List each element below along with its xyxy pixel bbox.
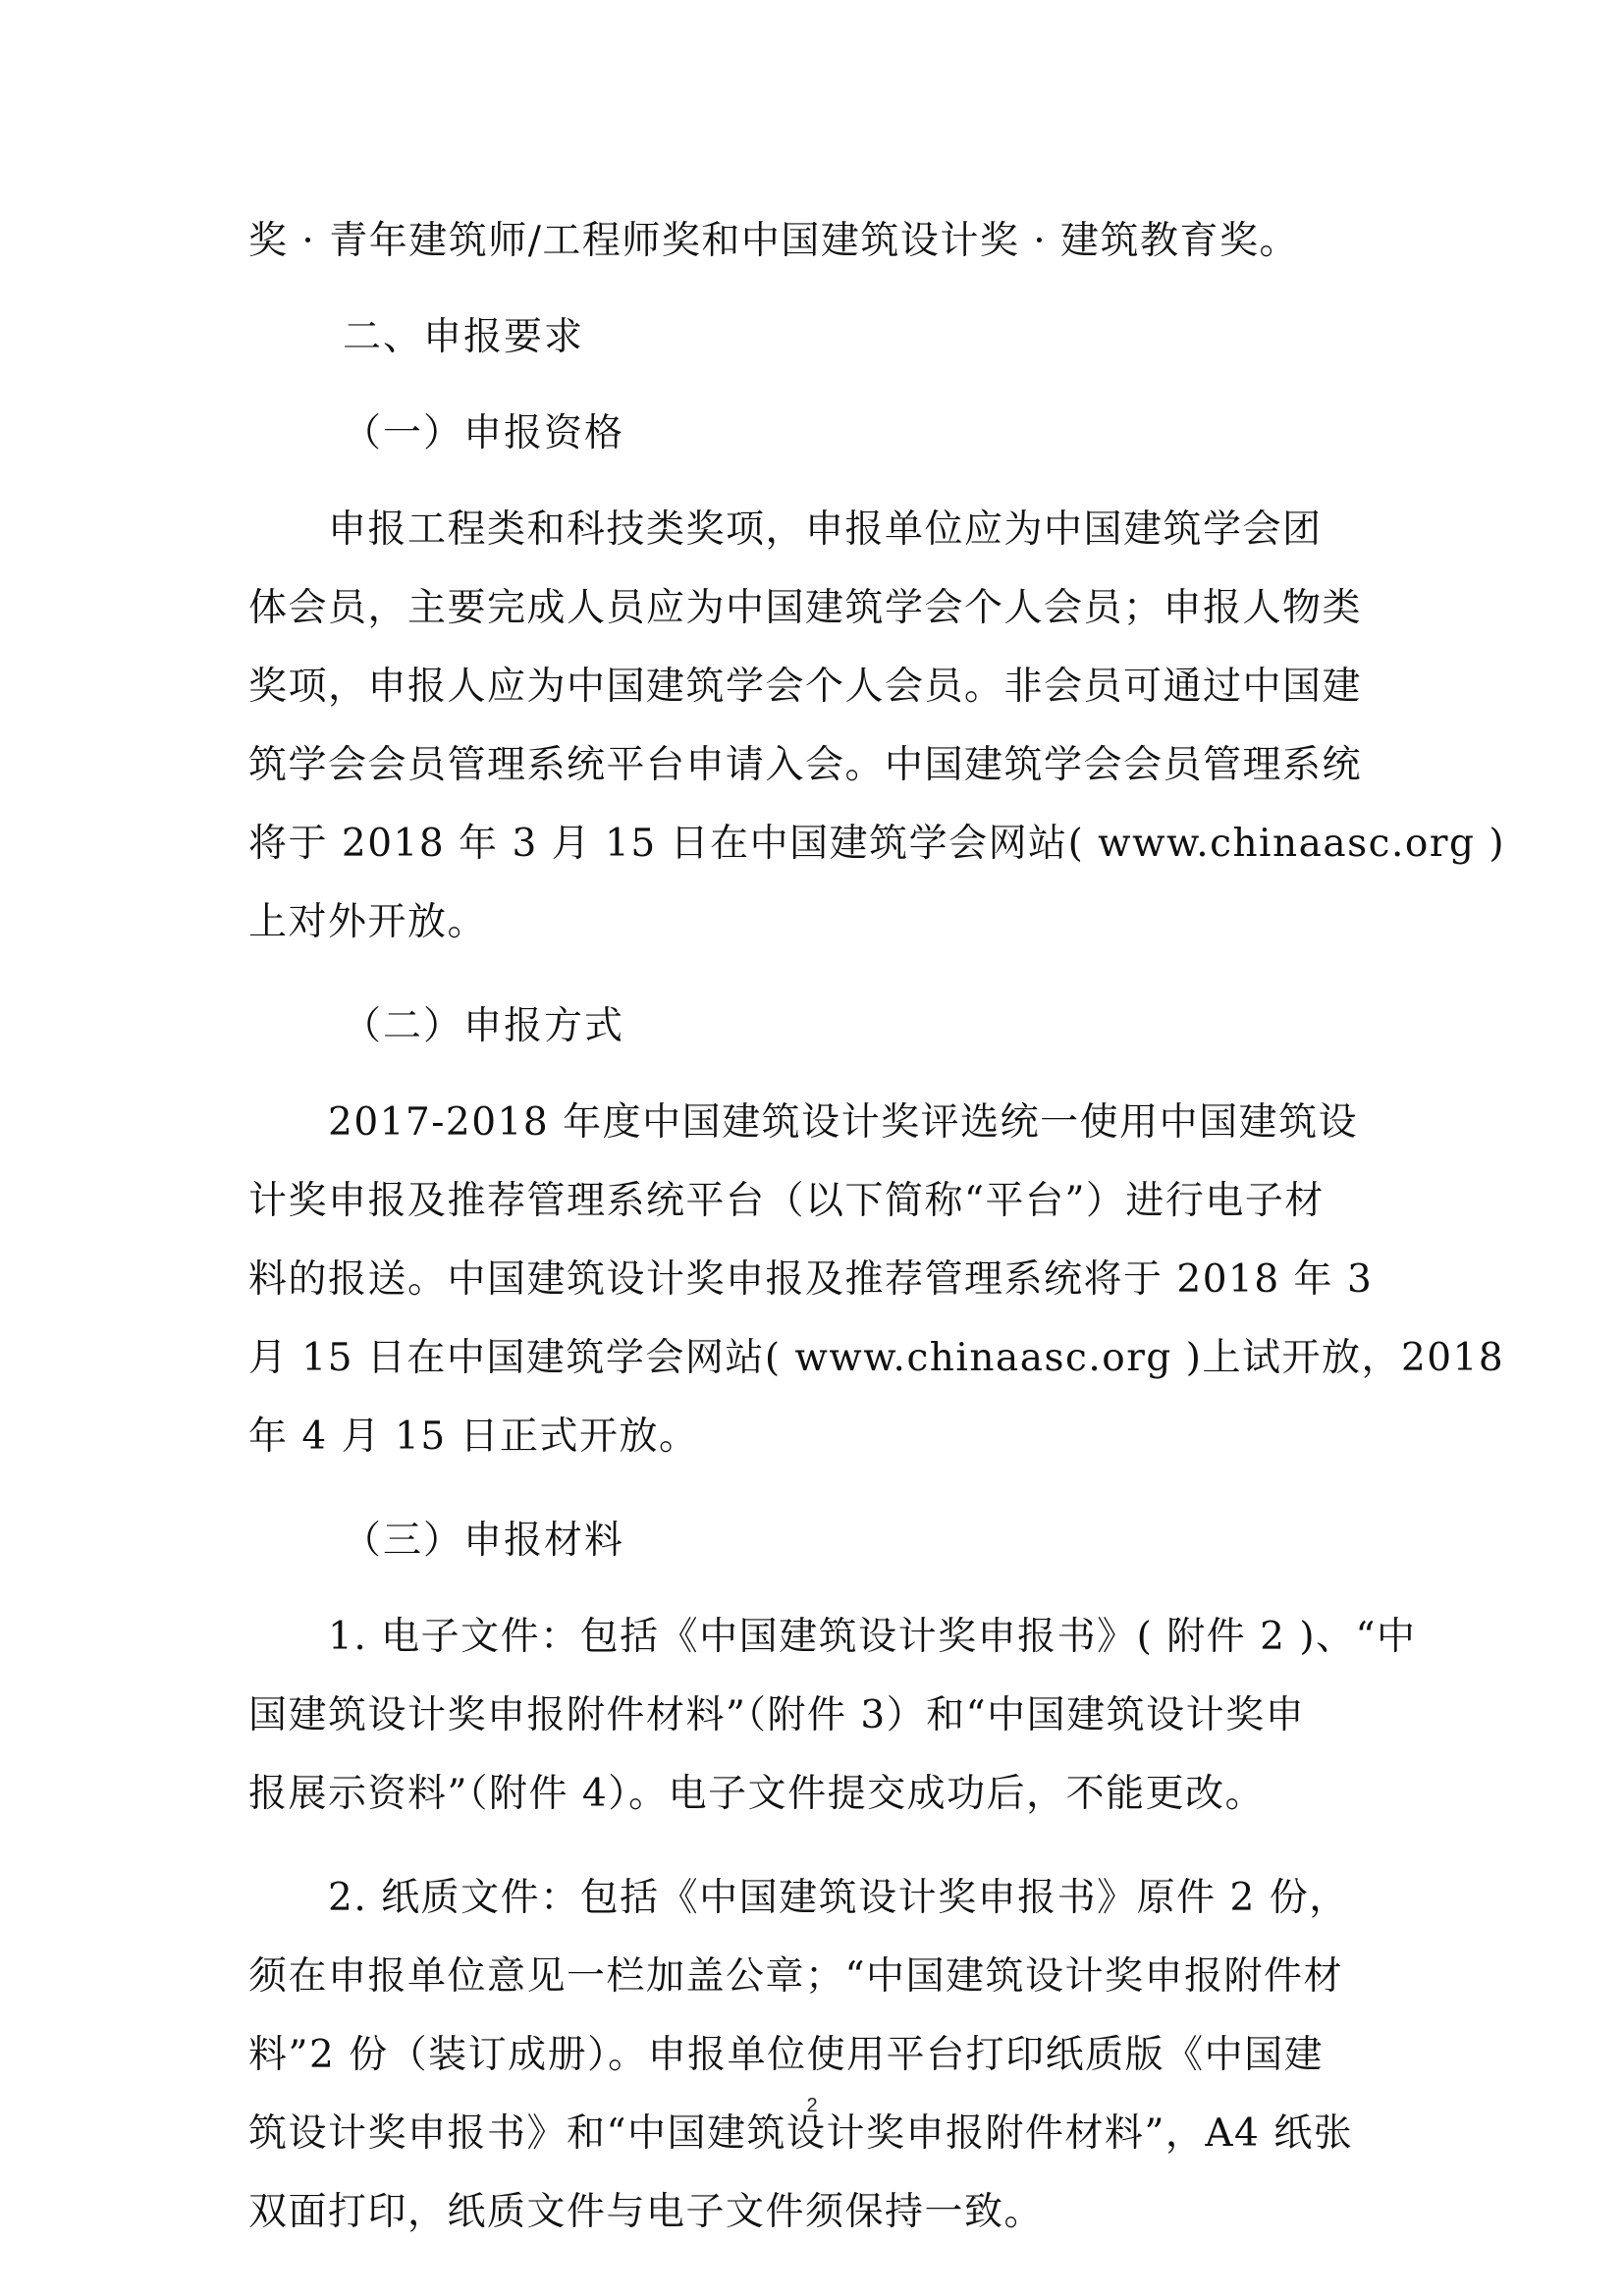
text-line: 报展示资料”（附件 4）。电子文件提交成功后，不能更改。 (248, 1772, 1266, 1816)
text-line: 2017-2018 年度中国建筑设计奖评选统一使用中国建筑设 (248, 1100, 1359, 1145)
page-number: 2 (806, 2095, 818, 2116)
text-line: 奖项，申报人应为中国建筑学会个人会员。非会员可通过中国建 (248, 665, 1363, 709)
text-line: 2. 纸质文件：包括《中国建筑设计奖申报书》原件 2 份， (248, 1876, 1349, 1920)
text-line: 年 4 月 15 日正式开放。 (248, 1415, 699, 1459)
heading-text: （二）申报方式 (343, 1004, 625, 1048)
text-line: 将于 2018 年 3 月 15 日在中国建筑学会网站( www.chinaasc.org ) (248, 822, 1506, 866)
paragraph-electronic-files (248, 1598, 1417, 1834)
heading-text: （一）申报资格 (343, 411, 625, 455)
subheading-materials (248, 1502, 1387, 1580)
text-line: 双面打印，纸质文件与电子文件须保持一致。 (248, 2190, 1045, 2234)
text-line: 料的报送。中国建筑设计奖申报及推荐管理系统将于 2018 年 3 (248, 1257, 1374, 1302)
text-line: 奖 · 青年建筑师/工程师奖和中国建筑设计奖 · 建筑教育奖。 (248, 219, 1300, 263)
text-line: 筑学会会员管理系统平台申请入会。中国建筑学会会员管理系统 (248, 743, 1363, 787)
text-line: 国建筑设计奖申报附件材料”（附件 3）和“中国建筑设计奖申 (248, 1693, 1306, 1737)
text-line: 申报工程类和科技类奖项，申报单位应为中国建筑学会团 (248, 507, 1323, 552)
subheading-qualification (248, 395, 1387, 473)
text-line: 筑设计奖申报书》和“中国建筑设计奖申报附件材料”，A4 纸张 (248, 2111, 1354, 2156)
text-line: 料”2 份（装订成册）。申报单位使用平台打印纸质版《中国建 (248, 2033, 1325, 2077)
paragraph-paper-files (248, 1859, 1387, 2252)
text-line: 上对外开放。 (248, 900, 488, 944)
heading-text: 二、申报要求 (343, 315, 585, 359)
document-body (248, 202, 1506, 2252)
subheading-method (248, 988, 1387, 1066)
section-heading-requirements (248, 298, 1387, 377)
text-line: 月 15 日在中国建筑学会网站( www.chinaasc.org )上试开放，2018 (248, 1336, 1505, 1380)
text-line: 1. 电子文件：包括《中国建筑设计奖申报书》( 附件 2 )、“中 (248, 1615, 1417, 1659)
text-line: 体会员，主要完成人员应为中国建筑学会个人会员；申报人物类 (248, 586, 1363, 630)
heading-text: （三）申报材料 (343, 1519, 625, 1563)
paragraph-award-list (248, 202, 1387, 281)
text-line: 计奖申报及推荐管理系统平台（以下简称“平台”）进行电子材 (248, 1179, 1325, 1223)
text-line: 须在申报单位意见一栏加盖公章；“中国建筑设计奖申报附件材 (248, 1954, 1343, 1999)
paragraph-qualification (248, 491, 1506, 962)
paragraph-method (248, 1084, 1505, 1476)
